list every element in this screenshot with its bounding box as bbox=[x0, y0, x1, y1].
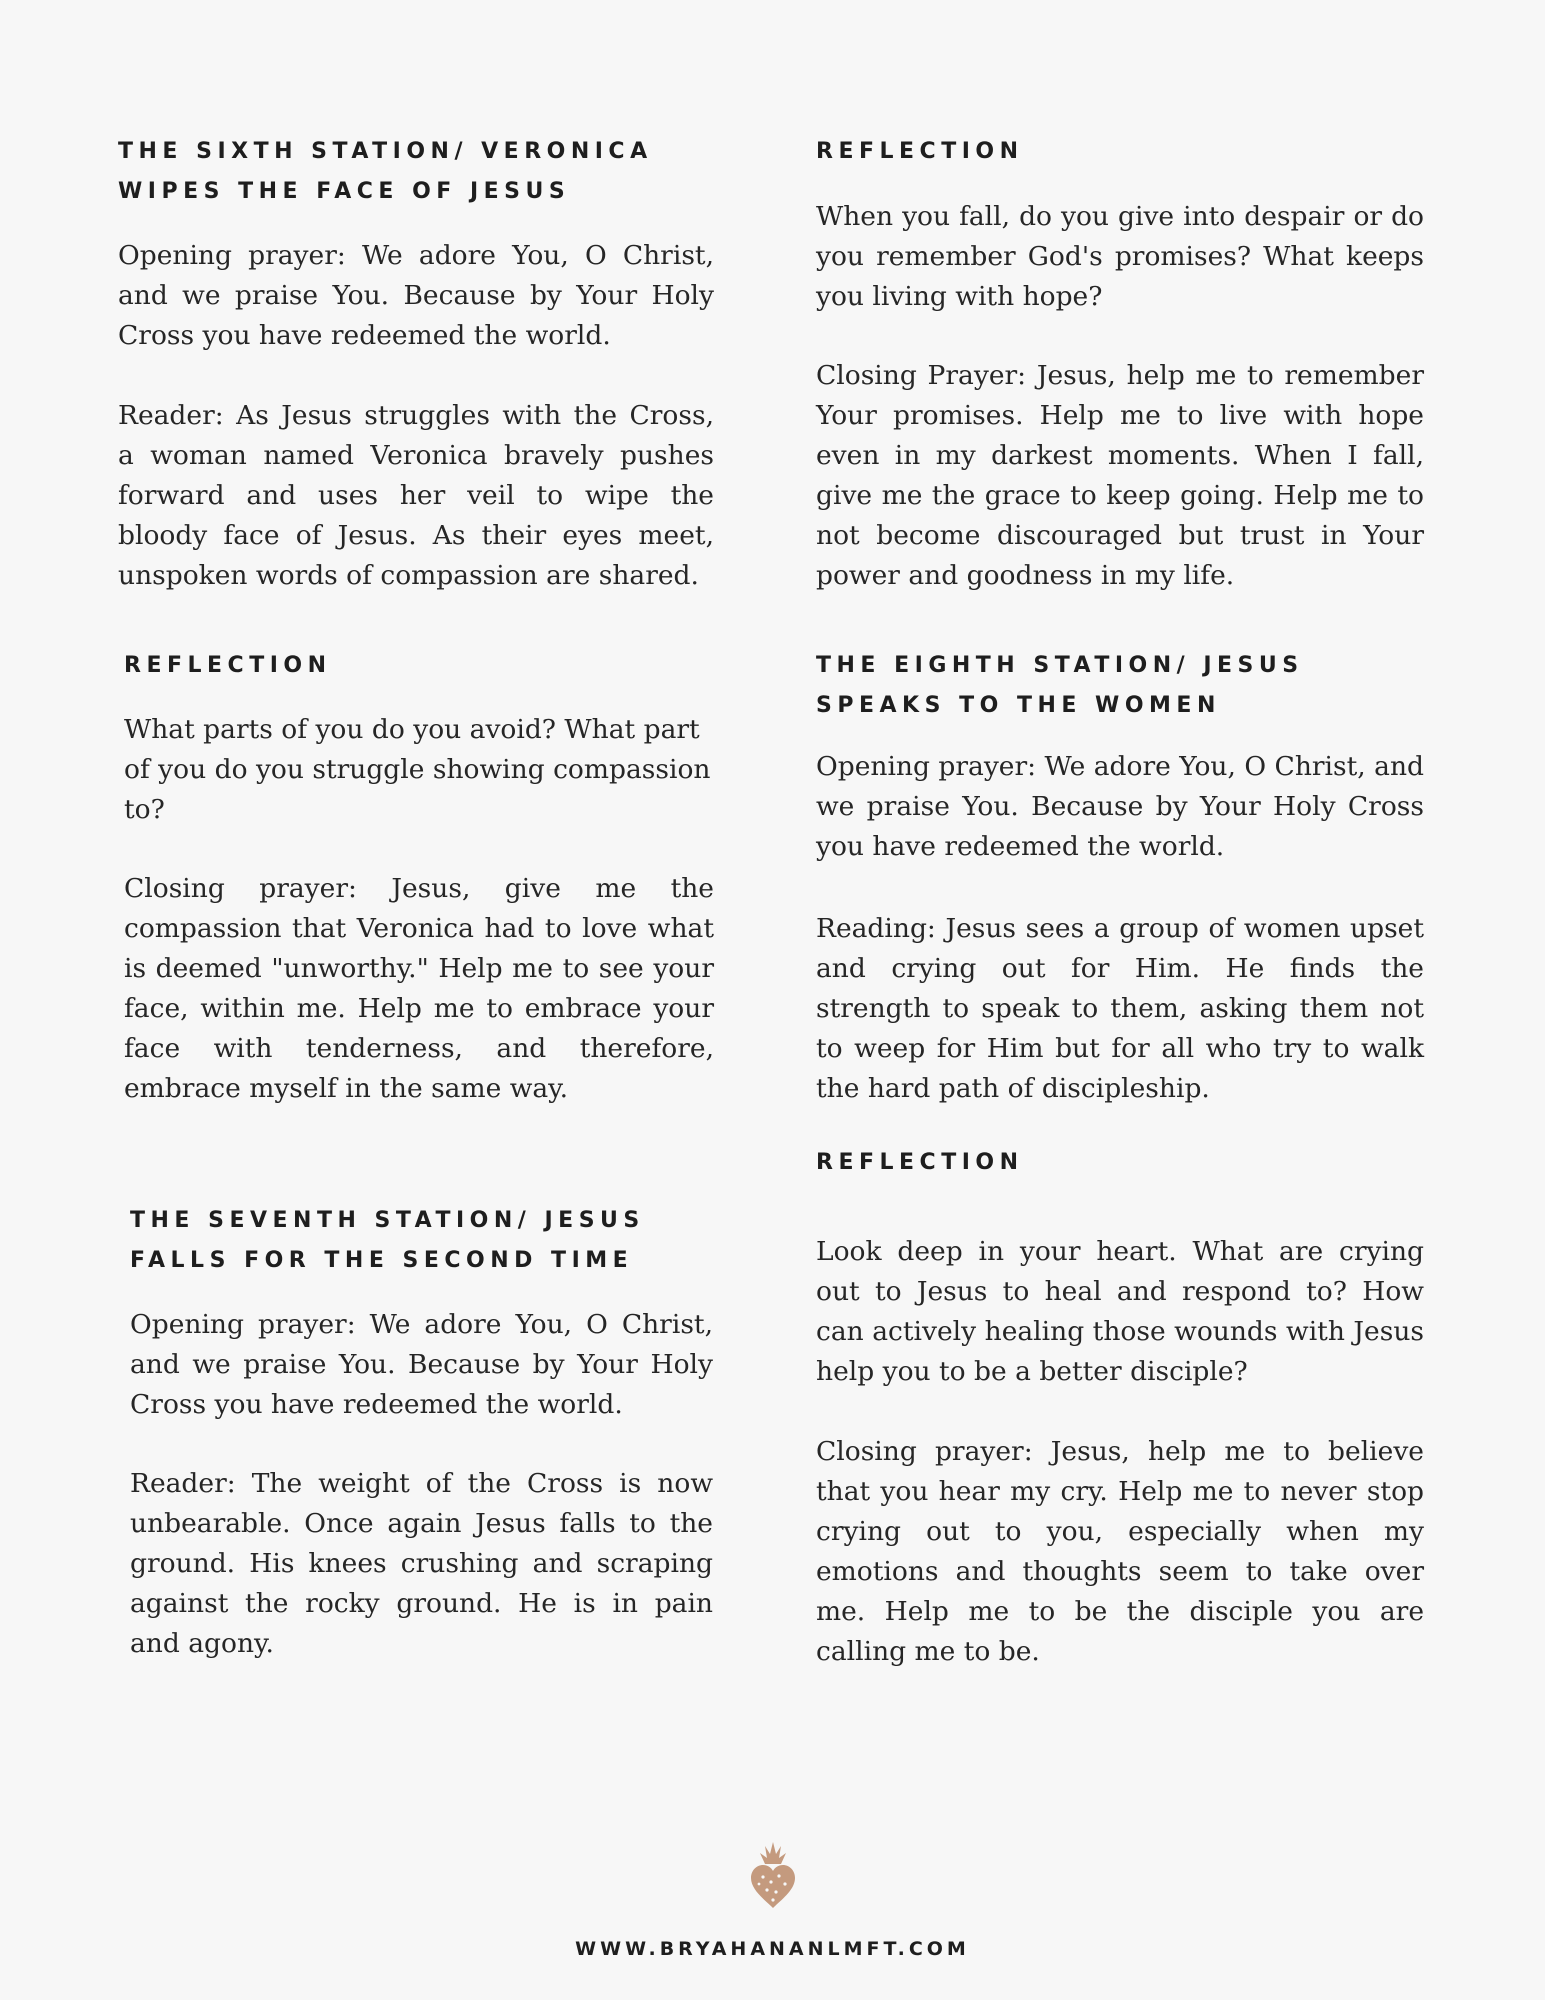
sacred-heart-icon bbox=[745, 1840, 801, 1912]
station7-reflection-heading: REFLECTION bbox=[816, 139, 1024, 164]
footer-website-url[interactable]: WWW.BRYAHANANLMFT.COM bbox=[575, 1938, 970, 1960]
station8-reflection-text: Look deep in your heart. What are crying out to Jesus to heal and respond to? How can actively healing those wounds with Jesus help you to be a better disciple? bbox=[816, 1236, 1424, 1387]
station6-closing-prayer: Closing prayer: Jesus, give me the compassion that Veronica had to love what is deemed "unworthy." Help me to see your face, within me. Help me to embrace your face with tenderness, and therefore, embrace myself in the same way. bbox=[124, 873, 714, 1104]
station7-heading: THE SEVENTH STATION/ JESUS FALLS FOR THE SECOND TIME bbox=[130, 1208, 645, 1273]
station7-reflection-text: When you fall, do you give into despair or do you remember God's promises? What keeps you living with hope? bbox=[816, 201, 1424, 312]
station6-reflection-heading: REFLECTION bbox=[124, 653, 332, 678]
station6-opening-prayer: Opening prayer: We adore You, O Christ, and we praise You. Because by Your Holy Cross you have redeemed the world. bbox=[118, 240, 714, 351]
station8-opening-prayer: Opening prayer: We adore You, O Christ, and we praise You. Because by Your Holy Cross you have redeemed the world. bbox=[816, 751, 1424, 862]
station7-reader-text: Reader: The weight of the Cross is now unbearable. Once again Jesus falls to the ground. His knees crushing and scraping against the rocky ground. He is in pain and agony. bbox=[130, 1468, 713, 1659]
station6-reader-text: Reader: As Jesus struggles with the Cross, a woman named Veronica bravely pushes forward and uses her veil to wipe the bloody face of Jesus. As their eyes meet, unspoken words of compassion are shared. bbox=[118, 400, 714, 591]
station8-heading: THE EIGHTH STATION/ JESUS SPEAKS TO THE WOMEN bbox=[816, 653, 1304, 718]
station6-heading: THE SIXTH STATION/ VERONICA WIPES THE FACE OF JESUS bbox=[118, 139, 653, 204]
station6-reflection-text: What parts of you do you avoid? What part of you do you struggle showing compassion to? bbox=[124, 714, 711, 825]
station8-closing-prayer: Closing prayer: Jesus, help me to believe that you hear my cry. Help me to never stop crying out to you, especially when my emotions and thoughts seem to take over me. Help me to be the disciple you are calling me to be. bbox=[816, 1436, 1424, 1667]
station8-reading-text: Reading: Jesus sees a group of women upset and crying out for Him. He finds the strength to speak to them, asking them not to weep for Him but for all who try to walk the hard path of discipleship. bbox=[816, 913, 1424, 1104]
station7-closing-prayer: Closing Prayer: Jesus, help me to remember Your promises. Help me to live with hope even in my darkest moments. When I fall, give me the grace to keep going. Help me to not become discouraged but trust in Your power and goodness in my life. bbox=[816, 360, 1424, 591]
station8-reflection-heading: REFLECTION bbox=[816, 1150, 1024, 1175]
station7-opening-prayer: Opening prayer: We adore You, O Christ, and we praise You. Because by Your Holy Cross you have redeemed the world. bbox=[130, 1309, 713, 1420]
